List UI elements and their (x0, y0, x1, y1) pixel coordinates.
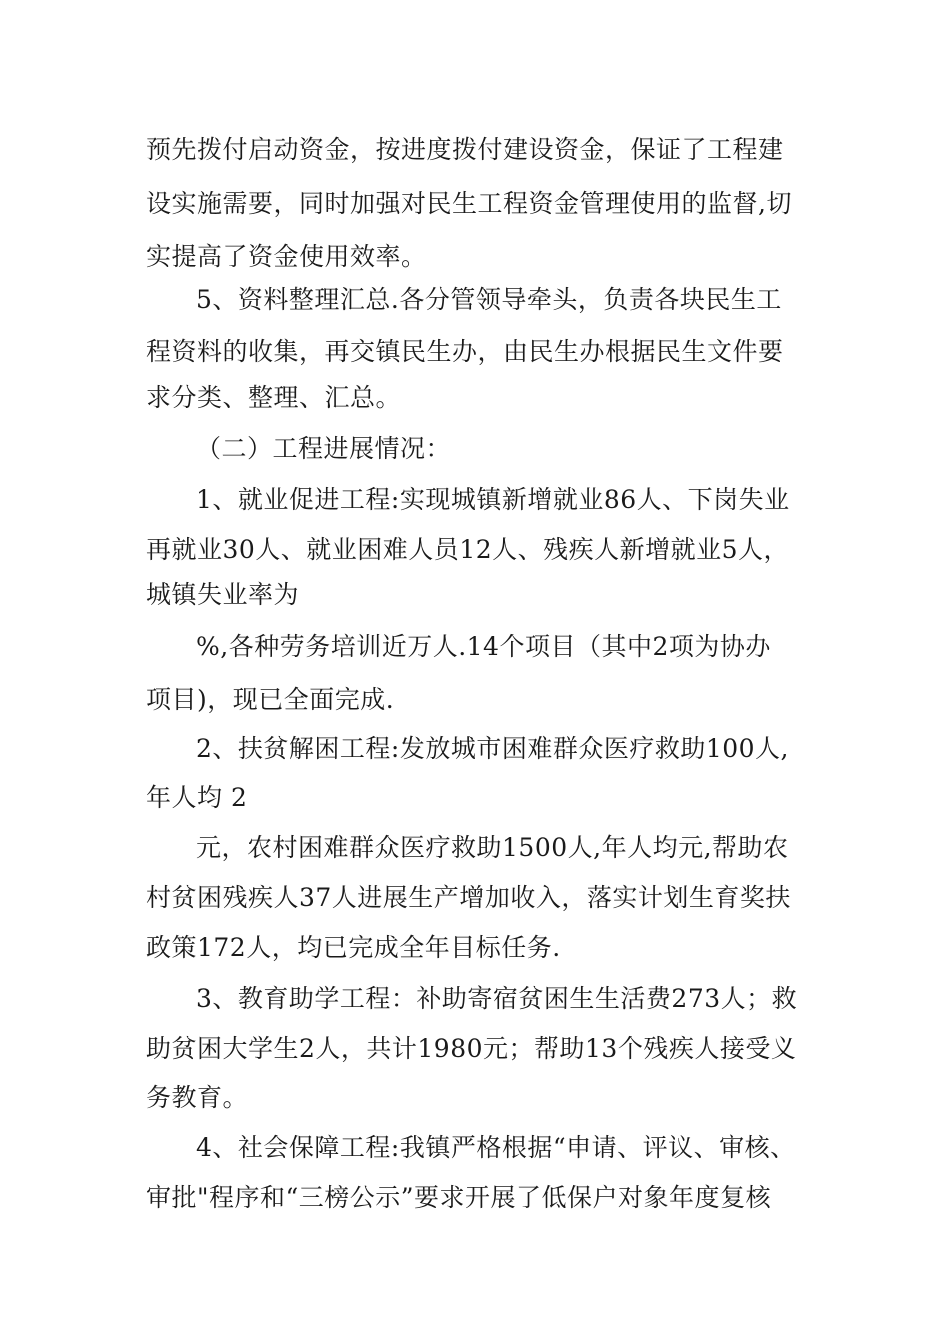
text-line: 元，农村困难群众医疗救助1500人,年人均元,帮助农 (196, 833, 789, 862)
text-line: 2、扶贫解困工程:发放城市困难群众医疗救助100人, (196, 734, 789, 763)
text-line: 助贫困大学生2人，共计1980元；帮助13个残疾人接受义 (146, 1034, 797, 1063)
text-line: 城镇失业率为 (146, 580, 300, 609)
text-line: 项目)，现已全面完成. (146, 685, 395, 714)
text-line: %,各种劳务培训近万人.14个项目（其中2项为协办 (196, 632, 771, 661)
text-line: 实提高了资金使用效率。 (146, 242, 427, 271)
text-line: 设实施需要，同时加强对民生工程资金管理使用的监督,切 (146, 189, 792, 218)
text-line: 3、教育助学工程：补助寄宿贫困生生活费273人；救 (196, 984, 798, 1013)
text-line: 再就业30人、就业困难人员12人、残疾人新增就业5人， (146, 535, 790, 564)
section-heading: （二）工程进展情况： (196, 434, 452, 463)
text-line: 程资料的收集，再交镇民生办，由民生办根据民生文件要 (146, 337, 784, 366)
text-line: 5、资料整理汇总.各分管领导牵头，负责各块民生工 (196, 285, 782, 314)
text-line: 预先拨付启动资金，按进度拨付建设资金，保证了工程建 (146, 135, 784, 164)
text-line: 政策172人，均已完成全年目标任务. (146, 933, 561, 962)
text-line: 1、就业促进工程:实现城镇新增就业86人、下岗失业 (196, 485, 790, 514)
text-line: 审批"程序和“三榜公示”要求开展了低保户对象年度复核 (146, 1183, 772, 1212)
text-line: 4、社会保障工程:我镇严格根据“申请、评议、审核、 (196, 1133, 796, 1162)
text-line: 求分类、整理、汇总。 (146, 383, 402, 412)
text-line: 村贫困残疾人37人进展生产增加收入，落实计划生育奖扶 (146, 883, 791, 912)
text-line: 年人均 2 (146, 783, 248, 812)
text-line: 务教育。 (146, 1083, 249, 1112)
